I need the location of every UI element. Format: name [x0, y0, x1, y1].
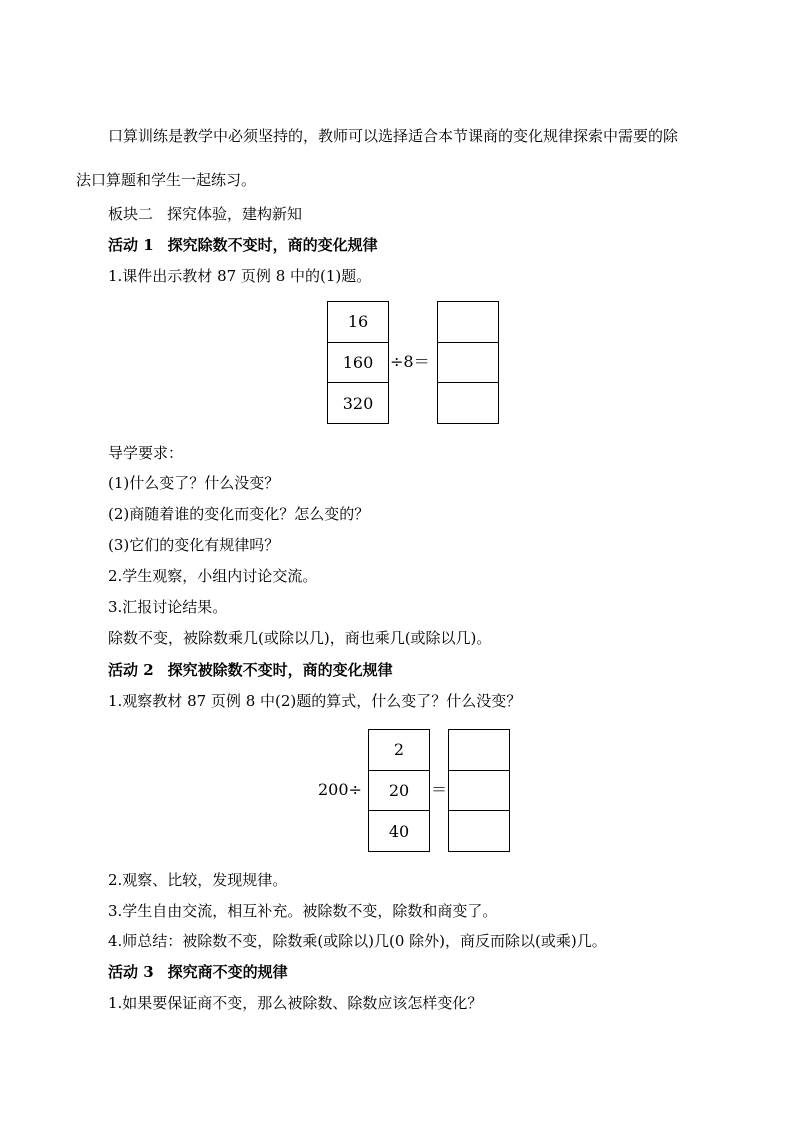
divisor-boxes [368, 729, 430, 852]
quotient-cell [438, 302, 498, 343]
dividend-prefix: 200÷ [318, 780, 362, 799]
activity-2-step-1: 1.观察教材 87 页例 8 中(2)题的算式，什么变了？什么没变？ [108, 692, 522, 710]
quotient-boxes-2 [448, 729, 510, 852]
divisor-cell: 20 [369, 771, 429, 812]
activity-3-step-1: 1.如果要保证商不变，那么被除数、除数应该怎样变化？ [108, 994, 483, 1012]
activity-3-heading [108, 962, 288, 982]
section-label: 板块二 [108, 205, 154, 223]
activity-3-label: 活动 3 [108, 963, 154, 981]
activity-3-title: 探究商不变的规律 [167, 963, 288, 981]
quotient-cell [438, 383, 498, 423]
dividend-cell: 160 [328, 343, 388, 384]
section-heading [108, 204, 302, 224]
activity-1-label: 活动 1 [108, 236, 154, 254]
divisor-cell: 40 [388, 821, 410, 841]
intro-line-1: 口算训练是教学中必须坚持的，教师可以选择适合本节课商的变化规律探索中需要的除 [108, 127, 679, 145]
equals-sign: ＝ [431, 780, 448, 799]
activity-1-heading [108, 235, 378, 255]
activity-1-conclusion: 除数不变，被除数乘几(或除以几)，商也乘几(或除以几)。 [108, 629, 492, 647]
dividend-boxes [327, 301, 389, 424]
activity-1-step-1: 1.课件出示教材 87 页例 8 中的(1)题。 [108, 267, 372, 285]
guide-heading: 导学要求： [108, 444, 184, 462]
quotient-cell [449, 730, 509, 771]
quotient-cell [449, 811, 509, 851]
activity-1-title: 探究除数不变时，商的变化规律 [167, 236, 378, 254]
activity-2-label: 活动 2 [108, 661, 154, 679]
activity-2-step-3: 3.学生自由交流，相互补充。被除数不变，除数和商变了。 [108, 902, 498, 920]
guide-question-2: (2)商随着谁的变化而变化？怎么变的？ [108, 505, 370, 523]
activity-2-step-2: 2.观察、比较，发现规律。 [108, 871, 288, 889]
intro-line-2: 法口算题和学生一起练习。 [76, 171, 257, 189]
activity-1-step-2: 2.学生观察，小组内讨论交流。 [108, 567, 318, 585]
dividend-cell: 320 [342, 393, 374, 413]
activity-2-step-4: 4.师总结：被除数不变，除数乘(或除以)几(0 除外)，商反而除以(或乘)几。 [108, 932, 607, 950]
activity-2-heading [108, 660, 393, 680]
quotient-boxes [437, 301, 499, 424]
dividend-cell: 16 [328, 302, 388, 343]
divide-operator: ÷8＝ [390, 352, 430, 371]
quotient-cell [449, 771, 509, 812]
quotient-cell [438, 343, 498, 384]
activity-2-title: 探究被除数不变时，商的变化规律 [167, 661, 393, 679]
guide-question-3: (3)它们的变化有规律吗？ [108, 536, 280, 554]
divisor-cell: 2 [369, 730, 429, 771]
activity-1-step-3: 3.汇报讨论结果。 [108, 598, 228, 616]
guide-question-1: (1)什么变了？什么没变？ [108, 474, 280, 492]
section-title: 探究体验，建构新知 [167, 205, 303, 223]
